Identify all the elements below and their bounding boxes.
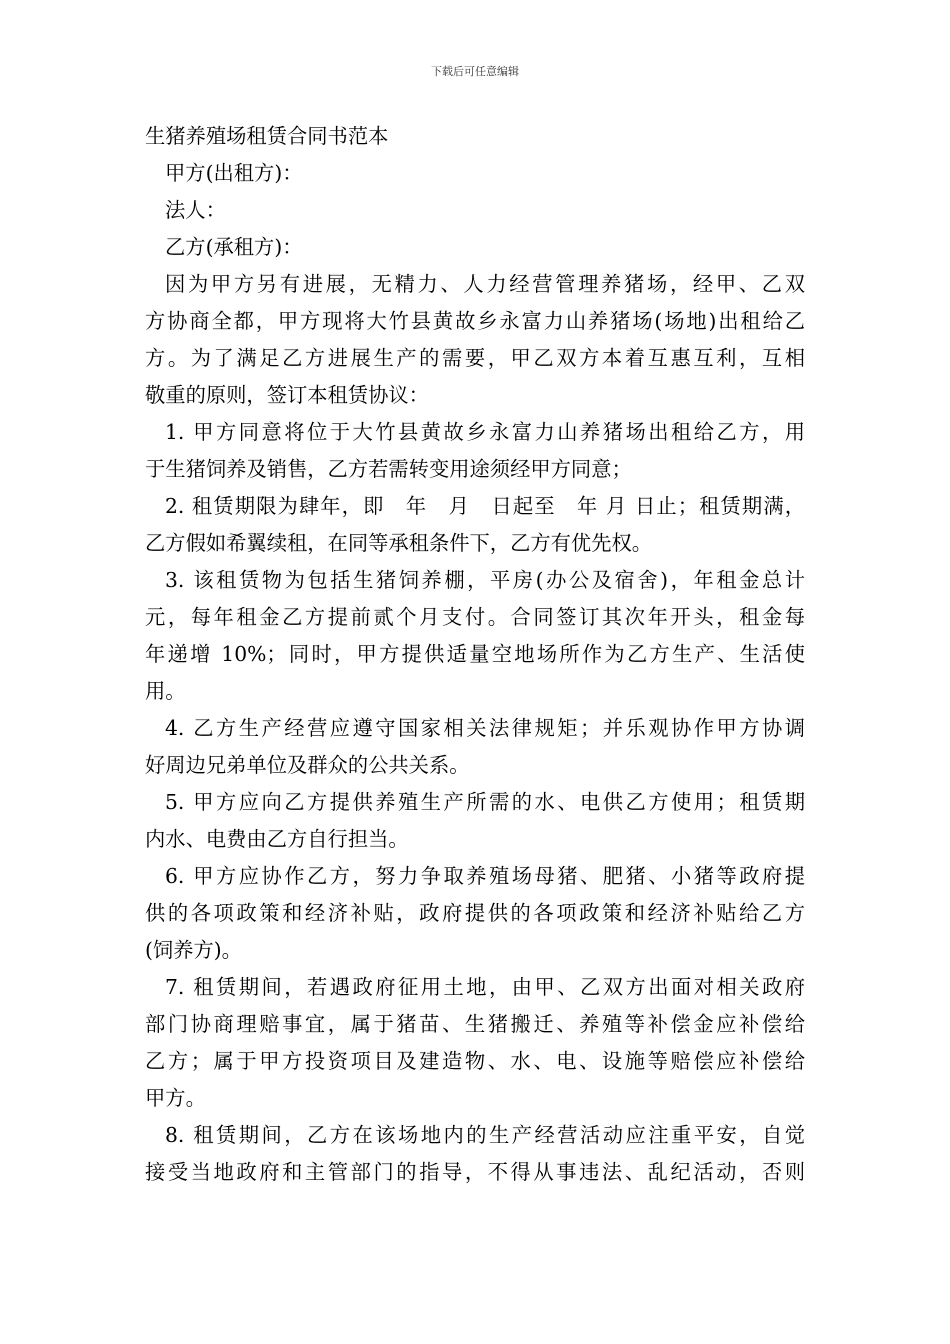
paragraph-line: 于生猪饲养及销售，乙方若需转变用途须经甲方同意； [145, 457, 632, 481]
legal-person-line: 法人： [165, 198, 226, 222]
clause-8 [145, 1117, 805, 1191]
paragraph-line: (饲养方)。 [145, 938, 242, 962]
paragraph-line: 2. 租赁期限为肆年，即 年 月 日起至 年 月 日止；租赁期满， [165, 494, 805, 518]
contract-body [145, 118, 805, 1191]
party-a-line: 甲方(出租方)： [165, 161, 303, 185]
paragraph-line: 好周边兄弟单位及群众的公共关系。 [145, 753, 470, 777]
clause-1 [145, 414, 805, 488]
clause-5 [145, 784, 805, 858]
page-header-note: 下载后可任意编辑 [431, 65, 519, 78]
paragraph-line: 部门协商理赔事宜，属于猪苗、生猪搬迁、养殖等补偿金应补偿给 [145, 1012, 805, 1036]
paragraph-line: 甲方。 [145, 1086, 206, 1110]
paragraph-line: 供的各项政策和经济补贴，政府提供的各项政策和经济补贴给乙方 [145, 901, 805, 925]
paragraph-line: 7. 租赁期间，若遇政府征用土地，由甲、乙双方出面对相关政府 [165, 975, 805, 999]
paragraph-line: 敬重的原则，签订本租赁协议： [145, 383, 429, 407]
paragraph-line: 内水、电费由乙方自行担当。 [145, 827, 409, 851]
paragraph-line: 年递增 10%；同时，甲方提供适量空地场所作为乙方生产、生活使 [145, 642, 805, 666]
paragraph-line: 1. 甲方同意将位于大竹县黄故乡永富力山养猪场出租给乙方，用 [165, 420, 805, 444]
clause-7 [145, 969, 805, 1117]
paragraph-line: 乙方假如希翼续租，在同等承租条件下，乙方有优先权。 [145, 531, 653, 555]
paragraph-line: 方协商全都，甲方现将大竹县黄故乡永富力山养猪场(场地)出租给乙 [145, 309, 805, 333]
paragraph-line: 5. 甲方应向乙方提供养殖生产所需的水、电供乙方使用；租赁期 [165, 790, 805, 814]
paragraph-line: 元，每年租金乙方提前贰个月支付。合同签订其次年开头，租金每 [145, 605, 805, 629]
paragraph-line: 3. 该租赁物为包括生猪饲养棚，平房(办公及宿舍)，年租金总计 [165, 568, 805, 592]
paragraph-line: 接受当地政府和主管部门的指导，不得从事违法、乱纪活动，否则 [145, 1160, 805, 1184]
clause-2 [145, 488, 805, 562]
paragraph-line: 乙方；属于甲方投资项目及建造物、水、电、设施等赔偿应补偿给 [145, 1049, 805, 1073]
party-b-line: 乙方(承租方)： [165, 235, 303, 259]
paragraph-line: 用。 [145, 679, 186, 703]
paragraph-line: 6. 甲方应协作乙方，努力争取养殖场母猪、肥猪、小猪等政府提 [165, 864, 805, 888]
paragraph-line: 4. 乙方生产经营应遵守国家相关法律规矩；并乐观协作甲方协调 [165, 716, 805, 740]
preamble-paragraph [145, 266, 805, 414]
clause-6 [145, 858, 805, 969]
clause-3 [145, 562, 805, 710]
document-title: 生猪养殖场租赁合同书范本 [145, 124, 389, 148]
paragraph-line: 8. 租赁期间，乙方在该场地内的生产经营活动应注重平安，自觉 [165, 1123, 805, 1147]
paragraph-line: 因为甲方另有进展，无精力、人力经营管理养猪场，经甲、乙双 [165, 272, 805, 296]
clause-4 [145, 710, 805, 784]
paragraph-line: 方。为了满足乙方进展生产的需要，甲乙双方本着互惠互利，互相 [145, 346, 805, 370]
